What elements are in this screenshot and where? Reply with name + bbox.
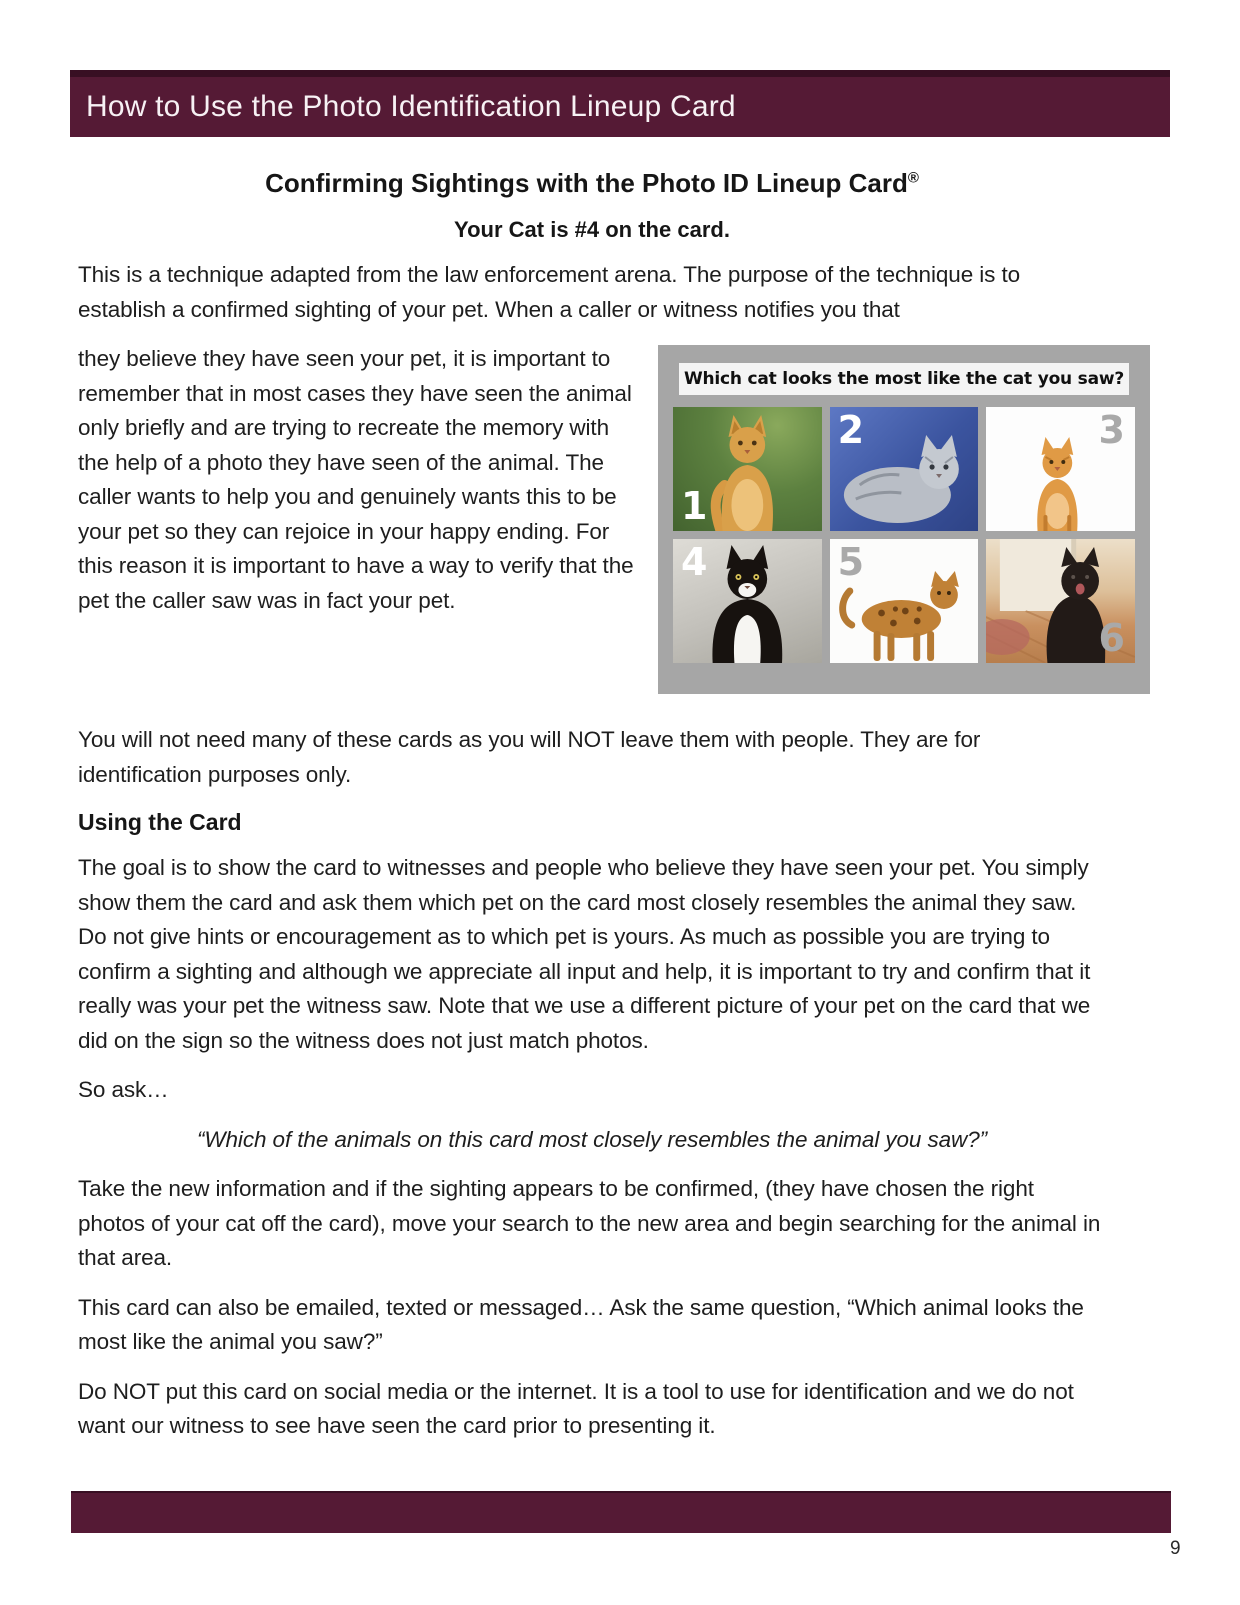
subtitle: Your Cat is #4 on the card. (454, 217, 730, 242)
lineup-photo-1-orange-longhair-cat (673, 407, 822, 531)
lineup-photo-3-orange-tabby-kitten (986, 407, 1135, 531)
lineup-photo-5-bengal-cat (830, 539, 979, 663)
paragraph-so-ask: So ask… (78, 1077, 169, 1102)
using-the-card-heading: Using the Card (78, 809, 242, 835)
paragraph-email-text: This card can also be emailed, texted or messaged… Ask the same question, “Which animal looks the most like the animal you saw?” (78, 1294, 1084, 1354)
page-content (78, 158, 1125, 1444)
page-footer-bar (71, 1491, 1171, 1533)
photo-number-5: 5 (837, 540, 865, 584)
lineup-photo-6-black-cat (986, 539, 1135, 663)
photo-number-3: 3 (1098, 408, 1125, 452)
photo-number-2: 2 (837, 408, 865, 452)
photo-number-6: 6 (1098, 616, 1125, 660)
lineup-photo-2-silver-longhair-cat (830, 407, 979, 531)
section-heading (78, 168, 1106, 199)
lineup-photo-4-tuxedo-cat (673, 539, 822, 663)
question-quote: “Which of the animals on this card most closely resembles the animal you saw?” (196, 1126, 988, 1152)
paragraph-take-info: Take the new information and if the sighting appears to be confirmed, (they have chosen the right photos of your cat off the card), move your search to the new area and begin searching for the animal in that area. (78, 1176, 1101, 1270)
paragraph-intro: This is a technique adapted from the law enforcement arena. The purpose of the technique is to establish a confirmed sighting of your pet. When a caller or witness notifies you that (78, 262, 1021, 322)
paragraph-social-media-warning: Do NOT put this card on social media or the internet. It is a tool to use for identification and we do not want our witness to see have seen the card prior to presenting it. (78, 1378, 1074, 1438)
photo-number-4: 4 (681, 540, 708, 584)
paragraph-wrapped: they believe they have seen your pet, it is important to remember that in most cases they have seen the animal only briefly and are trying to recreate the memory with the help of a photo they have seen of the animal. The caller wants to help you and genuinely wants this to be your pet so they can rejoice in your happy ending. For this reason it is important to have a way to verify that the pet the caller saw was in fact your pet. (78, 346, 634, 613)
page-header-bar (70, 70, 1170, 137)
lineup-card-question: Which cat looks the most like the cat you saw? (679, 363, 1129, 395)
page-number: 9 (1170, 1538, 1181, 1559)
photo-number-1: 1 (681, 484, 708, 528)
lineup-card-grid (673, 407, 1135, 663)
paragraph-cards-note: You will not need many of these cards as you will NOT leave them with people. They are for identification purposes only. (78, 727, 981, 787)
photo-lineup-card (658, 345, 1150, 694)
page-title: How to Use the Photo Identification Lineup Card (86, 90, 736, 123)
registered-mark: ® (907, 169, 919, 187)
paragraph-goal: The goal is to show the card to witnesses and people who believe they have seen your pet. You simply show them the card and ask them which pet on the card most closely resembles the animal they saw. Do not give hints or encouragement as to which pet is yours. As much as possible you are trying to confirm a sighting and although we appreciate all input and help, it is important to try and confirm that it really was your pet the witness saw. Note that we use a different picture of your pet on the card that we did on the sign so the witness does not just match photos. (78, 855, 1091, 1053)
wrap-section (78, 342, 1125, 708)
section-heading-text: Confirming Sightings with the Photo ID Lineup Card (265, 168, 908, 198)
